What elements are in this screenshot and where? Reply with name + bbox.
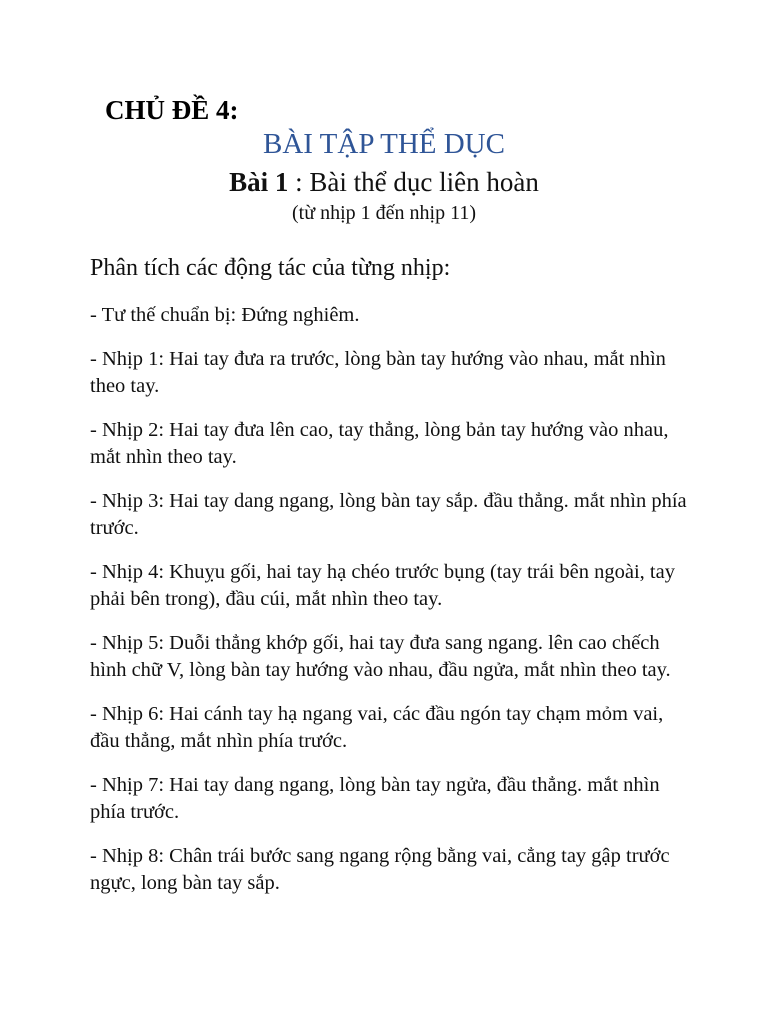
- lesson-separator: :: [288, 167, 310, 197]
- step-beat-3: - Nhịp 3: Hai tay dang ngang, lòng bàn tay sắp. đầu thẳng. mắt nhìn phía trước.: [90, 490, 687, 539]
- step-beat-4: - Nhịp 4: Khuỵu gối, hai tay hạ chéo trước bụng (tay trái bên ngoài, tay phải bên trong), đầu cúi, mắt nhìn theo tay.: [90, 561, 675, 610]
- topic-heading: CHỦ ĐỀ 4:: [105, 95, 239, 125]
- step-ready-position: - Tư thế chuẩn bị: Đứng nghiêm.: [90, 304, 360, 326]
- beat-range: (từ nhịp 1 đến nhịp 11): [292, 202, 476, 224]
- lesson-heading: [0, 167, 768, 198]
- step-beat-7: - Nhịp 7: Hai tay dang ngang, lòng bàn tay ngửa, đầu thẳng. mắt nhìn phía trước.: [90, 774, 660, 823]
- step-beat-1: - Nhịp 1: Hai tay đưa ra trước, lòng bàn tay hướng vào nhau, mắt nhìn theo tay.: [90, 348, 666, 397]
- step-beat-8: - Nhịp 8: Chân trái bước sang ngang rộng bằng vai, cẳng tay gập trước ngực, long bàn tay sắp.: [90, 845, 670, 894]
- lesson-name: Bài thể dục liên hoàn: [309, 167, 539, 197]
- main-title: BÀI TẬP THỂ DỤC: [263, 128, 505, 160]
- lesson-label: Bài 1: [229, 167, 289, 197]
- intro-text: Phân tích các động tác của từng nhịp:: [90, 255, 451, 281]
- step-beat-5: - Nhịp 5: Duỗi thẳng khớp gối, hai tay đưa sang ngang. lên cao chếch hình chữ V, lòng bàn tay hướng vào nhau, đầu ngửa, mắt nhìn theo tay.: [90, 632, 671, 681]
- step-beat-6: - Nhịp 6: Hai cánh tay hạ ngang vai, các đầu ngón tay chạm mỏm vai, đầu thẳng, mắt nhìn phía trước.: [90, 703, 664, 752]
- step-beat-2: - Nhịp 2: Hai tay đưa lên cao, tay thẳng, lòng bản tay hướng vào nhau, mắt nhìn theo tay.: [90, 419, 669, 468]
- step-list: [90, 302, 690, 914]
